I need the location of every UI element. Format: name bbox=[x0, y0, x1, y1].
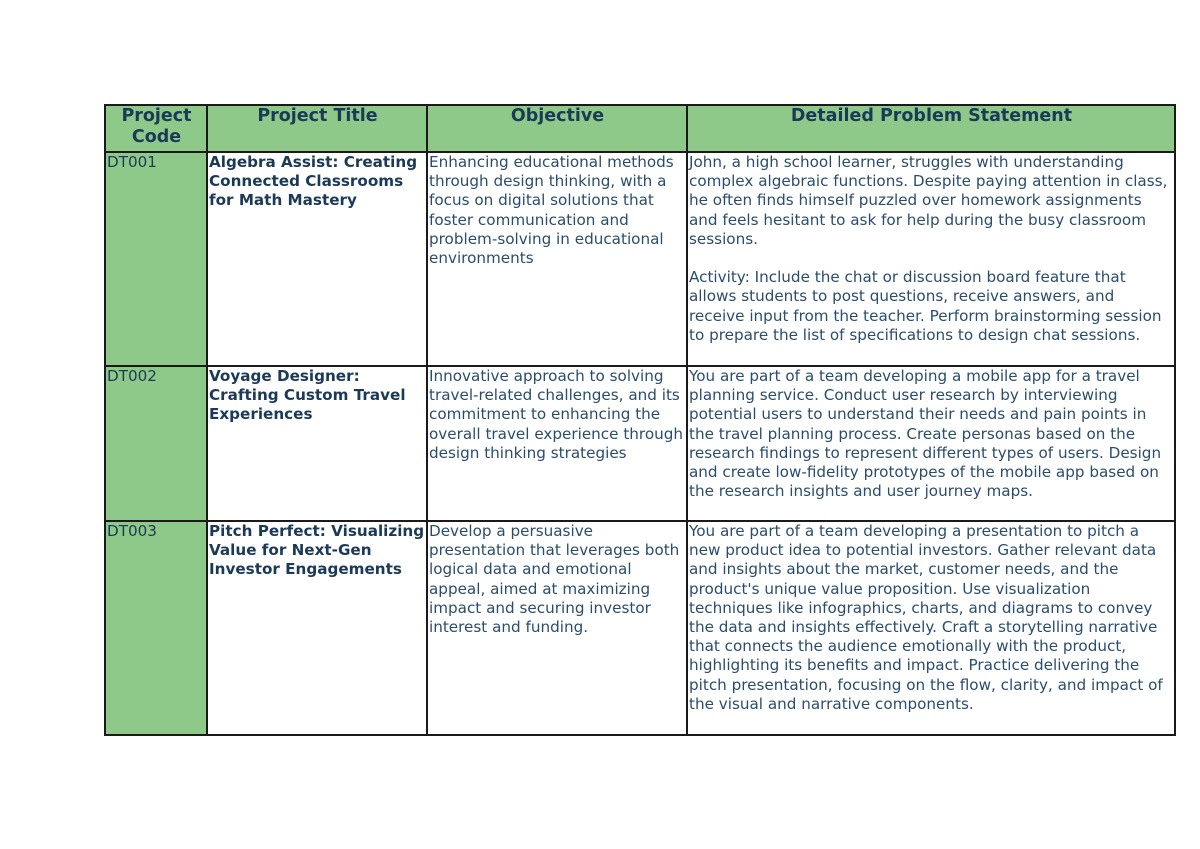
problem-statement-text: John, a high school learner, struggles with understanding complex algebraic functions. Despite paying attention in class, he often finds himself puzzled over homework assignments and feels hesitant to ask for help during the busy classroom sessions. bbox=[689, 153, 1168, 248]
objective-cell: Develop a persuasive presentation that leverages both logical data and emotional appeal, aimed at maximizing impact and securing investor interest and funding. bbox=[427, 521, 687, 735]
activity-text: Activity: Include the chat or discussion board feature that allows students to post questions, receive answers, and receive input from the teacher. Perform brainstorming session to prepare the list of specifications to design chat sessions. bbox=[689, 268, 1162, 344]
header-row bbox=[105, 105, 1175, 152]
header-objective: Objective bbox=[427, 105, 687, 152]
paragraph-gap bbox=[689, 249, 1174, 268]
header-problem-statement: Detailed Problem Statement bbox=[687, 105, 1175, 152]
header-project-code: Project Code bbox=[105, 105, 207, 152]
project-title-cell: Algebra Assist: Creating Connected Classrooms for Math Mastery bbox=[207, 152, 427, 366]
problem-statement-cell: You are part of a team developing a mobile app for a travel planning service. Conduct user research by interviewing potential users to understand their needs and pain points in the travel planning process. Create personas based on the research findings to represent different types of users. Design and create low-fidelity prototypes of the mobile app based on the research insights and user journey maps. bbox=[687, 366, 1175, 521]
project-code-cell: DT001 bbox=[105, 152, 207, 366]
header-project-title: Project Title bbox=[207, 105, 427, 152]
problem-statement-cell: You are part of a team developing a presentation to pitch a new product idea to potential investors. Gather relevant data and insights about the market, customer needs, and the product's unique value proposition. Use visualization techniques like infographics, charts, and diagrams to convey the data and insights effectively. Craft a storytelling narrative that connects the audience emotionally with the product, highlighting its benefits and impact. Practice delivering the pitch presentation, focusing on the flow, clarity, and impact of the visual and narrative components. bbox=[687, 521, 1175, 735]
problem-statement-cell bbox=[687, 152, 1175, 366]
project-code-cell: DT002 bbox=[105, 366, 207, 521]
project-title-cell: Pitch Perfect: Visualizing Value for Next-Gen Investor Engagements bbox=[207, 521, 427, 735]
project-title-cell: Voyage Designer: Crafting Custom Travel Experiences bbox=[207, 366, 427, 521]
objective-cell: Enhancing educational methods through design thinking, with a focus on digital solutions that foster communication and problem-solving in educational environments bbox=[427, 152, 687, 366]
project-code-cell: DT003 bbox=[105, 521, 207, 735]
objective-cell: Innovative approach to solving travel-related challenges, and its commitment to enhancing the overall travel experience through design thinking strategies bbox=[427, 366, 687, 521]
table-row bbox=[105, 521, 1175, 735]
project-table bbox=[104, 104, 1176, 736]
table-row bbox=[105, 152, 1175, 366]
table-row bbox=[105, 366, 1175, 521]
